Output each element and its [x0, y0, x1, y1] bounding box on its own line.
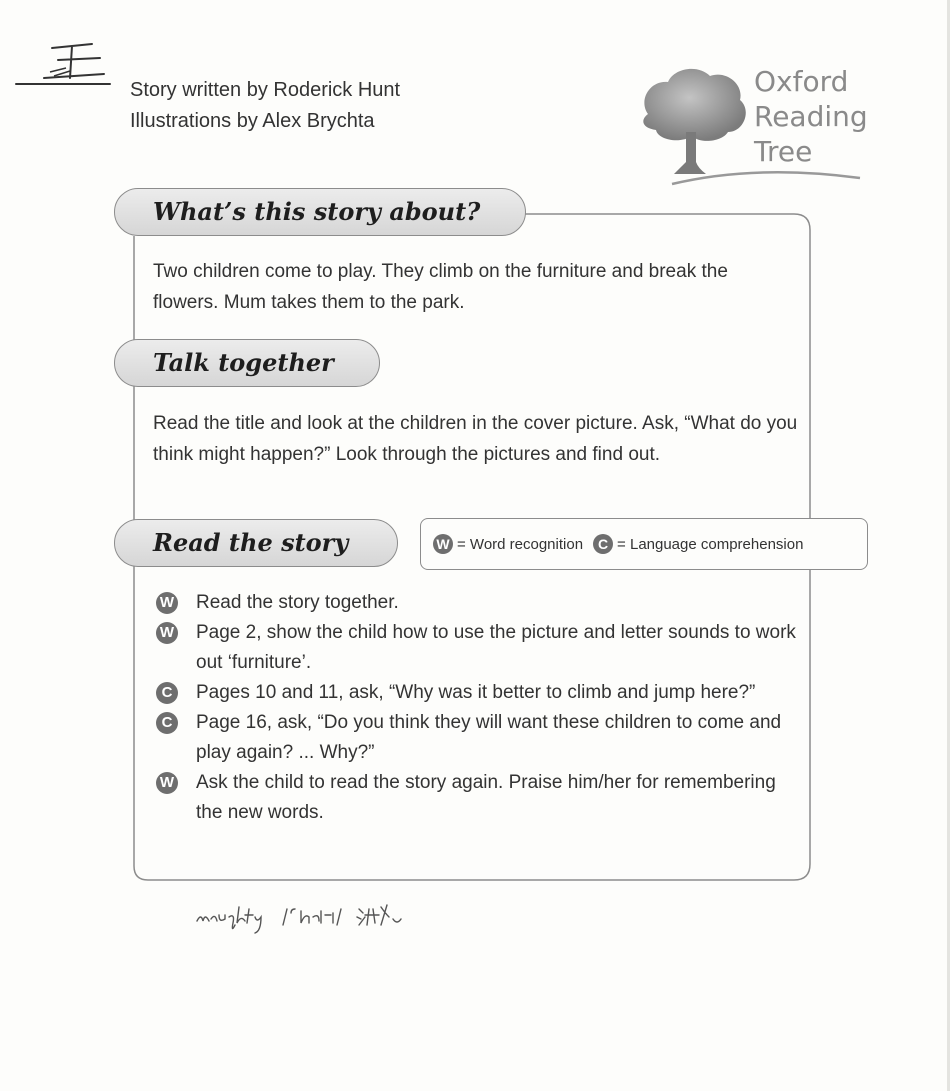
illustrator-credit: Illustrations by Alex Brychta [130, 110, 375, 132]
section-heading-read: Read the story [114, 519, 398, 567]
logo-word-oxford: Oxford [754, 65, 849, 98]
about-text: Two children come to play. They climb on the furniture and break the flowers. Mum takes them to the park. [153, 261, 728, 313]
word-recognition-icon: W [156, 772, 178, 794]
step-text: Page 16, ask, “Do you think they will want these children to come and play again? ... Why?” [196, 712, 782, 763]
step-text: Page 2, show the child how to use the picture and letter sounds to work out ‘furniture’. [196, 622, 796, 673]
logo-word-reading: Reading [754, 100, 868, 133]
word-recognition-label: = Word recognition [457, 535, 584, 553]
language-comprehension-label: = Language comprehension [617, 535, 804, 553]
list-item [156, 588, 796, 618]
talk-text: Read the title and look at the children in the cover picture. Ask, “What do you think might happen?” Look through the pictures and find out. [153, 413, 798, 465]
word-recognition-icon: W [156, 622, 178, 644]
step-text: Pages 10 and 11, ask, “Why was it better to climb and jump here?” [196, 682, 756, 703]
list-item [156, 618, 796, 678]
list-item [156, 708, 796, 768]
logo-word-tree: Tree [754, 135, 813, 168]
language-comprehension-icon: C [156, 712, 178, 734]
list-item [156, 768, 796, 828]
reading-steps-list [156, 588, 796, 828]
word-recognition-badge-icon: W [433, 534, 453, 554]
list-item [156, 678, 796, 708]
language-comprehension-icon: C [156, 682, 178, 704]
language-comprehension-badge-icon: C [593, 534, 613, 554]
author-credit: Story written by Roderick Hunt [130, 79, 401, 101]
legend-box [420, 518, 868, 570]
step-text: Ask the child to read the story again. Praise him/her for remembering the new words. [196, 772, 776, 823]
word-recognition-icon: W [156, 592, 178, 614]
section-heading-talk: Talk together [114, 339, 380, 387]
step-text: Read the story together. [196, 592, 399, 613]
handwritten-note [195, 895, 435, 937]
section-heading-about: What’s this story about? [114, 188, 526, 236]
